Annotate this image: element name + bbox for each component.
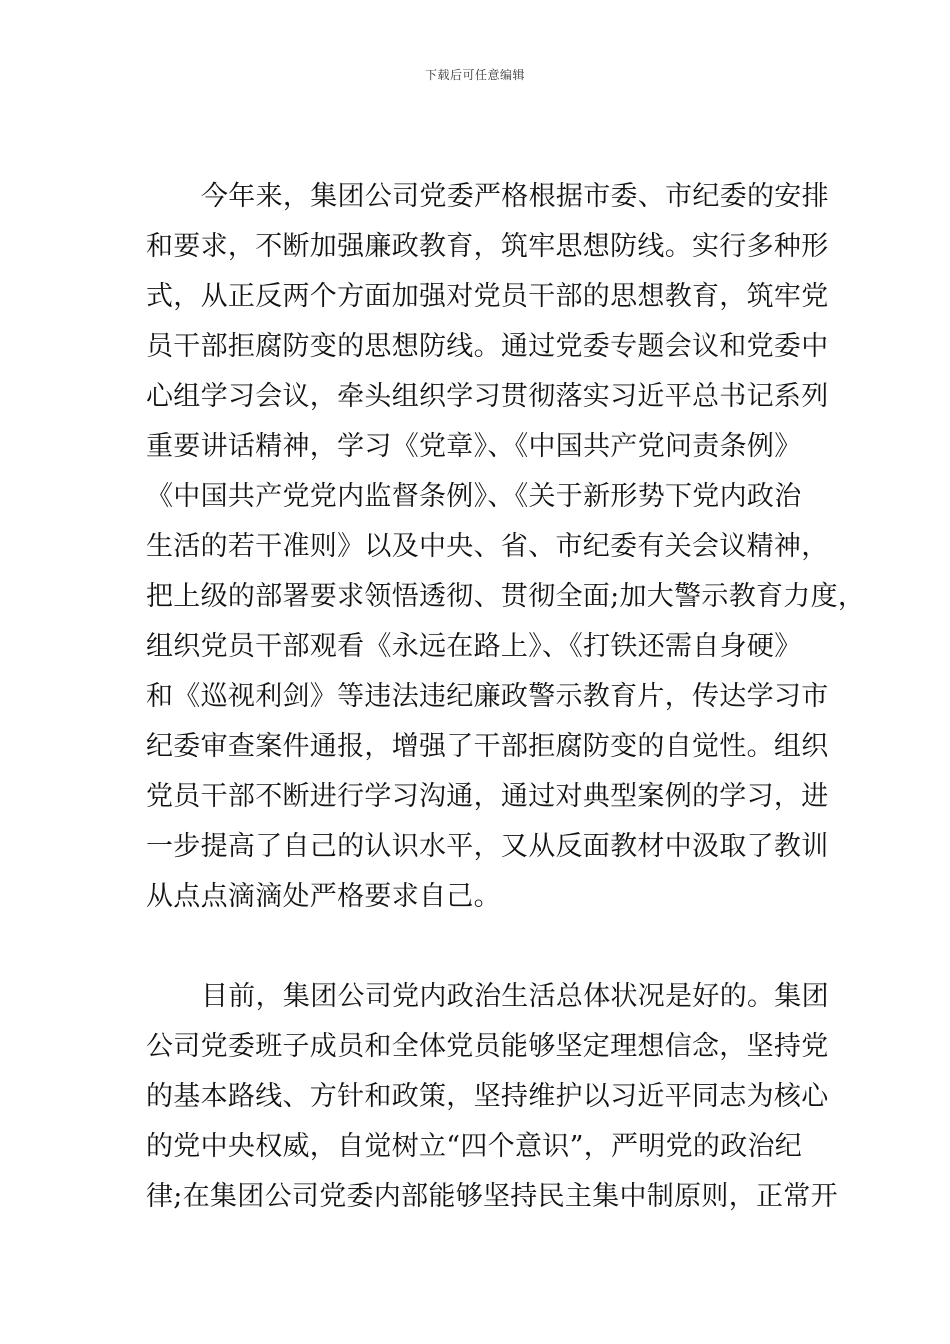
- text-line: 和要求，不断加强廉政教育，筑牢思想防线。实行多种形: [146, 231, 829, 262]
- text-line: 党员干部不断进行学习沟通，通过对典型案例的学习，进: [146, 781, 829, 812]
- page-header-note: 下载后可任意编辑: [424, 68, 525, 82]
- text-line: 生活的若干准则》以及中央、省、市纪委有关会议精神，: [146, 531, 829, 562]
- paragraph-2: [146, 972, 838, 1222]
- text-line: 目前，集团公司党内政治生活总体状况是好的。集团: [201, 981, 829, 1012]
- text-line: 律;在集团公司党委内部能够坚持民主集中制原则，正常开: [146, 1181, 838, 1212]
- text-line: 一步提高了自己的认识水平，又从反面教材中汲取了教训: [146, 831, 829, 862]
- text-line: 《中国共产党党内监督条例》、《关于新形势下党内政治: [146, 481, 802, 512]
- text-line: 组织党员干部观看《永远在路上》、《打铁还需自身硬》: [146, 631, 802, 662]
- paragraph-1: [146, 172, 866, 922]
- text-line: 和《巡视利剑》等违法违纪廉政警示教育片，传达学习市: [146, 681, 829, 712]
- text-line: 心组学习会议，牵头组织学习贯彻落实习近平总书记系列: [146, 381, 829, 412]
- text-line: 的基本路线、方针和政策，坚持维护以习近平同志为核心: [146, 1081, 829, 1112]
- text-line: 式，从正反两个方面加强对党员干部的思想教育，筑牢党: [146, 281, 829, 312]
- text-line: 的党中央权威，自觉树立“四个意识”，严明党的政治纪: [146, 1131, 803, 1162]
- text-line: 公司党委班子成员和全体党员能够坚定理想信念，坚持党: [146, 1031, 829, 1062]
- text-line: 今年来，集团公司党委严格根据市委、市纪委的安排: [201, 181, 829, 212]
- text-line: 纪委审查案件通报，增强了干部拒腐防变的自觉性。组织: [146, 731, 829, 762]
- text-line: 员干部拒腐防变的思想防线。通过党委专题会议和党委中: [146, 331, 829, 362]
- text-line: 把上级的部署要求领悟透彻、贯彻全面;加大警示教育力度，: [146, 581, 866, 612]
- text-line: 从点点滴滴处严格要求自己。: [146, 881, 501, 912]
- text-line: 重要讲话精神，学习《党章》、《中国共产党问责条例》: [146, 431, 802, 462]
